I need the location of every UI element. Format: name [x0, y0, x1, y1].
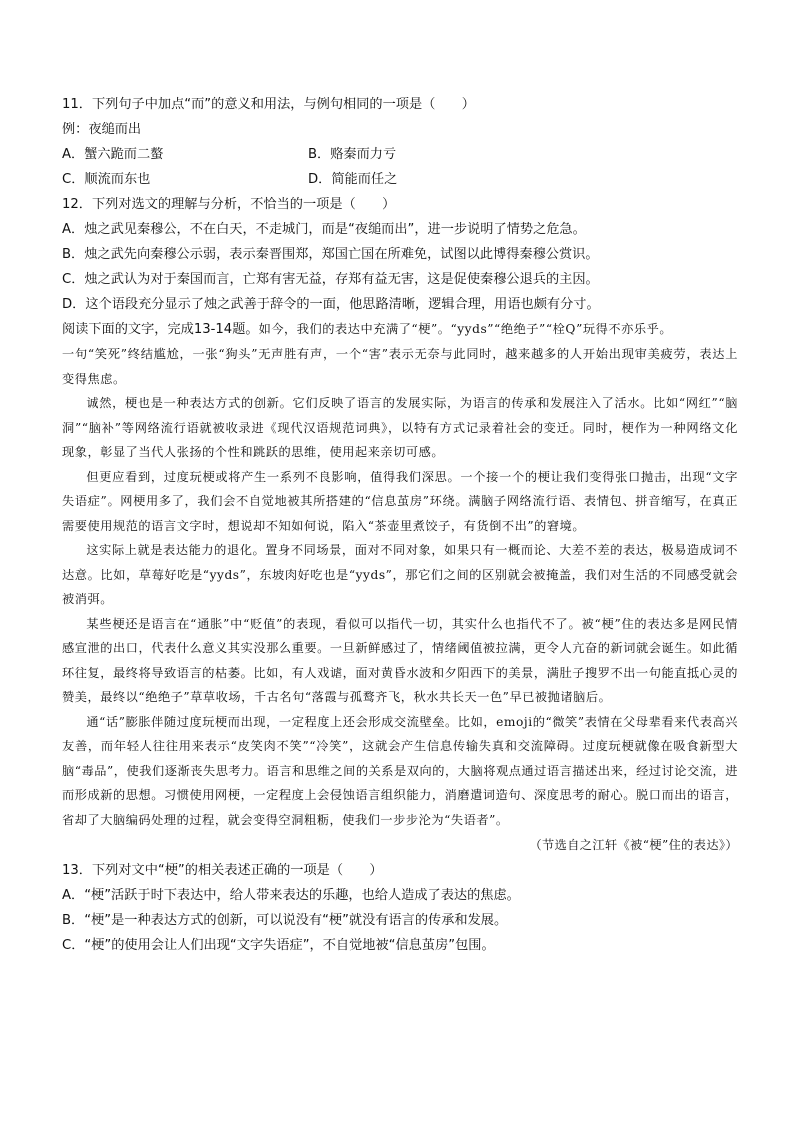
reading-section: [62, 317, 738, 858]
question-11-option-c: C．顺流而东也: [62, 172, 151, 187]
question-12-option-d: D．这个语段充分显示了烛之武善于辞令的一面，他思路清晰，逻辑合理，用语也颇有分寸。: [62, 297, 600, 312]
passage-source: （节选自之江轩《被“梗”住的表达》）: [529, 838, 738, 852]
question-13-option-c: C．“梗”的使用会让人们出现“文字失语症”，不自觉地被“信息茧房”包围。: [62, 938, 495, 953]
question-12: [62, 192, 738, 317]
exam-page: [62, 92, 738, 958]
question-13: [62, 858, 738, 958]
question-11-options-row-1: [62, 142, 738, 167]
question-11-option-a: A．蟹六跪而二螯: [62, 147, 164, 162]
passage-paragraph-1-rest: 一句“笑死”终结尴尬，一张“狗头”无声胜有声，一个“害”表示无奈与此同时，越来越多的人开始出现审美疲劳，表达上变得焦虑。: [62, 347, 738, 386]
question-12-option-c: C．烛之武认为对于秦国而言，亡郑有害无益，存郑有益无害，这是促使秦穆公退兵的主因。: [62, 272, 599, 287]
passage-first-sentence: 如今，我们的表达中充满了“梗”。“yyds”“绝绝子”“栓Q”玩得不亦乐乎。: [258, 322, 673, 336]
question-13-option-a: A．“梗”活跃于时下表达中，给人带来表达的乐趣，也给人造成了表达的焦虑。: [62, 888, 520, 903]
question-11-options-row-2: [62, 167, 738, 192]
passage-paragraph-3: 但更应看到，过度玩梗或将产生一系列不良影响，值得我们深思。一个接一个的梗让我们变得张口抛击，出现“文字失语症”。网梗用多了，我们会不自觉地被其所搭建的“信息茧房”环绕。满脑子网络流行语、表情包、拼音缩写，在真正需要使用规范的语言文字时，想说却不知如何说，陷入“茶壶里煮饺子，有货倒不出”的窘境。: [62, 469, 738, 533]
reading-instruction: 阅读下面的文字，完成13-14题。: [62, 322, 259, 337]
question-13-option-b: B．“梗”是一种表达方式的创新，可以说没有“梗”就没有语言的传承和发展。: [62, 913, 508, 928]
question-12-stem: 12．下列对选文的理解与分析，不恰当的一项是（ ）: [62, 197, 396, 212]
question-11-example: 例：夜缒而出: [62, 122, 142, 137]
question-13-stem: 13．下列对文中“梗”的相关表述正确的一项是（ ）: [62, 863, 383, 878]
passage-paragraph-4: 这实际上就是表达能力的退化。置身不同场景，面对不同对象，如果只有一概而论、大差不差的表达，极易造成词不达意。比如，草莓好吃是“yyds”，东坡肉好吃也是“yyds”，那它们之间的区别就会被掩盖，我们对生活的不同感受就会被消弭。: [62, 543, 738, 606]
passage-paragraph-5: 某些梗还是语言在“通胀”中“贬值”的表现，看似可以指代一切，其实什么也指代不了。被“梗”住的表达多是网民情感宣泄的出口，代表什么意义其实没那么重要。一旦新鲜感过了，情绪阈值被拉满，更令人亢奋的新词就会诞生。如此循环往复，最终将导致语言的枯萎。比如，有人戏谑，面对黄昏水波和夕阳西下的美景，满肚子搜罗不出一句能直抵心灵的赞美，最终以“绝绝子”草草收场，千古名句“落霞与孤鹜齐飞，秋水共长天一色”早已被抛诸脑后。: [62, 616, 738, 704]
question-11: [62, 92, 738, 192]
reading-passage: [62, 342, 738, 832]
reading-intro-line: [62, 317, 738, 342]
question-11-option-d: D．简能而任之: [308, 172, 398, 187]
passage-paragraph-2: 诚然，梗也是一种表达方式的创新。它们反映了语言的发展实际，为语言的传承和发展注入了活水。比如“网红”“脑洞”“脑补”等网络流行语就被收录进《现代汉语规范词典》，以特有方式记录着社会的变迁。同时，梗作为一种网络文化现象，彰显了当代人张扬的个性和跳跃的思维，使用起来亲切可感。: [62, 396, 738, 459]
question-12-option-b: B．烛之武先向秦穆公示弱，表示秦晋围郑，郑国亡国在所难免，试图以此博得秦穆公赏识。: [62, 247, 599, 262]
passage-paragraph-6: 通“话”膨胀伴随过度玩梗而出现，一定程度上还会形成交流壁垒。比如，emoji的“微笑”表情在父母辈看来代表高兴友善，而年轻人往往用来表示“皮笑肉不笑”“冷笑”，这就会产生信息传输失真和交流障碍。过度玩梗就像在吸食新型大脑“毒品”，使我们逐渐丧失思考力。语言和思维之间的关系是双向的，大脑将观点通过语言描述出来，经过讨论交流，进而形成新的思想。习惯使用网梗，一定程度上会侵蚀语言组织能力，消磨遣词造句、深度思考的耐心。脱口而出的语言，省却了大脑编码处理的过程，就会变得空洞粗粝，使我们一步步沦为“失语者”。: [62, 714, 738, 827]
question-12-option-a: A．烛之武见秦穆公，不在白天，不走城门，而是“夜缒而出”，进一步说明了情势之危急。: [62, 222, 586, 237]
question-11-stem: 11．下列句子中加点“而”的意义和用法，与例句相同的一项是（ ）: [62, 97, 475, 112]
question-11-option-b: B．赂秦而力亏: [308, 147, 397, 162]
